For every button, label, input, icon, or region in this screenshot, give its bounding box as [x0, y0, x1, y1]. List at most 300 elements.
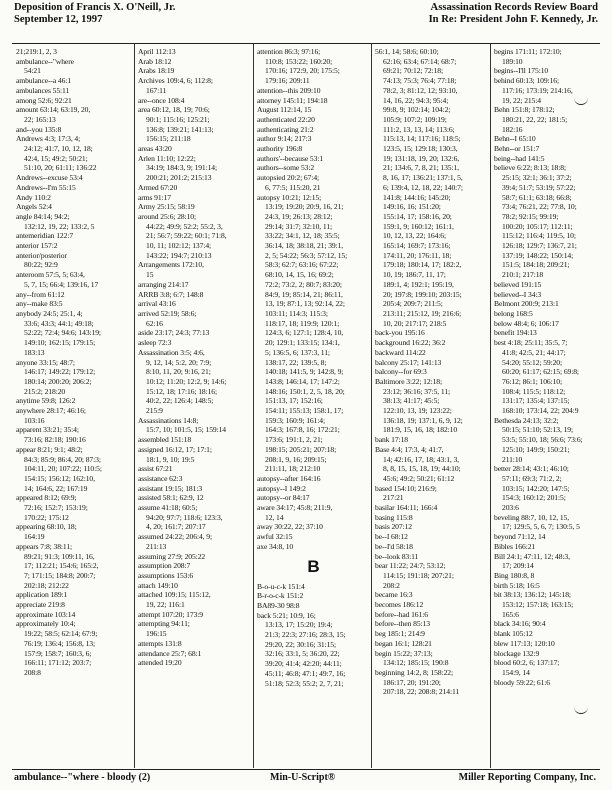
index-entry: be--I 68:12 [375, 532, 408, 542]
index-entry: assistance 62:3 [138, 473, 183, 483]
index-entry-continuation: 166:11; 171:12; 203:7; [24, 658, 92, 668]
index-entry-continuation: 164:19 [24, 532, 45, 542]
index-entry-continuation: 110:8; 153:22; 160:20; [265, 56, 333, 66]
index-entry: assembled 151:18 [138, 435, 192, 445]
index-entry: behind 60:13; 109:16; [494, 76, 559, 86]
index-entry: ambulance--a 46:1 [16, 76, 72, 86]
index-entry-continuation: 137:19; 148:22; 150:14; [502, 250, 574, 260]
index-entry: attempt 107:20; 173:9 [138, 609, 203, 619]
index-entry: author 9:14; 217:3 [257, 134, 312, 144]
index-entry-continuation: 13:19; 19:20; 20:9, 16, 21; [265, 202, 344, 212]
index-entry-continuation: 19, 22; 116:1 [146, 600, 185, 610]
index-entry: autopsy 10:21; 12:15; [257, 192, 322, 202]
index-entry: assuming 27:9; 205:22 [138, 551, 206, 561]
index-entry-continuation: 183:13 [24, 347, 45, 357]
index-entry-continuation: 2, 5; 54:22; 56:3; 57:12, 15; [265, 250, 348, 260]
index-entry-continuation: 208:8 [24, 668, 41, 677]
index-entry-continuation: 33:22; 34:1, 12, 18; 35:5; [265, 231, 340, 241]
index-entry-continuation: 159:1, 9; 160:12; 161:1, [383, 221, 454, 231]
index-entry-continuation: 45:6; 49:2; 50:21; 61:12 [383, 473, 455, 483]
index-entry-continuation: 114:15; 191:18; 207:21; [383, 570, 454, 580]
index-entry-continuation: 123:5, 15; 129:18; 130:3, [383, 144, 458, 154]
index-entry: basing 115:8 [375, 512, 413, 522]
index-entry-continuation: 136:18, 19; 137:1, 6, 9, 12; [383, 415, 463, 425]
index-entry: became 16:3 [375, 590, 413, 600]
index-entry-continuation: 18:1, 9, 10; 19:5 [146, 454, 195, 464]
index-entry: Base 4:4; 17:3, 4; 41:7, [375, 444, 444, 454]
index-entry-continuation: 103:15; 142:20; 147:5; [502, 483, 570, 493]
index-entry: Arab 18:12 [138, 56, 172, 66]
index-entry-continuation: 69:21; 70:12; 72:18; [383, 66, 444, 76]
index-entry: assistant 19:15; 181:3 [138, 483, 203, 493]
index-entry: Army 25:15; 58:19 [138, 202, 195, 212]
index-entry-continuation: 124:3, 6; 127:1; 128:4, 10, [265, 328, 344, 338]
index-column-5 [494, 47, 607, 767]
index-entry-continuation: 159:3; 160:9; 161:4; [265, 415, 326, 425]
column-divider [253, 44, 254, 768]
index-entry: 21;219:1, 2, 3 [16, 47, 57, 56]
index-entry-continuation: 8:10, 11, 20; 9:16, 21; [146, 367, 211, 377]
index-entry: balcony--for 69:3 [375, 367, 427, 377]
index-entry-continuation: 53:5; 55:10, 18; 56:6; 73:6; [502, 435, 583, 445]
index-entry: arrival 43:16 [138, 299, 176, 309]
index-entry-continuation: 74:13; 75:3; 76:4; 77:18; [383, 76, 457, 86]
index-entry: belong 168:5 [494, 308, 533, 318]
index-entry: anywhere 28:17; 46:16; [16, 406, 86, 416]
index-entry-continuation: 36:14, 18; 38:18, 21; 39:1, [265, 241, 344, 251]
index-entry-continuation: 5, 7, 15; 66:4; 139:16, 17 [24, 279, 99, 289]
index-entry: authors'--because 53:1 [257, 153, 324, 163]
index-entry: Behn--or 151:7 [494, 144, 540, 154]
index-entry-continuation: 115:12; 116:4; 119:5, 10; [502, 231, 576, 241]
index-entry-continuation: 78:2, 3; 81:12, 12; 93:10, [383, 85, 458, 95]
index-entry: anyone 33:15; 48:7; [16, 357, 75, 367]
index-entry-continuation: 51:10, 20; 61:11; 136:22 [24, 163, 97, 173]
index-entry-continuation: 12, 14 [265, 512, 284, 522]
footer-range: ambulance--"where - bloody (2) [14, 772, 151, 783]
index-entry-continuation: 10:12; 11:20; 12:2, 9; 14:6; [146, 376, 227, 386]
index-entry: Behn 151:8; 178:12; [494, 105, 555, 115]
index-entry-continuation: 15:7, 10; 101:5, 15; 159:14 [146, 425, 226, 435]
index-entry-continuation: 111:2, 13, 13, 14; 113:6; [383, 124, 455, 134]
index-entry-continuation: 14; 42:16, 17, 18; 43:1, 3, [383, 454, 459, 464]
index-entry: anybody 24:5; 25:1, 4; [16, 308, 83, 318]
index-entry-continuation: 198:15; 205:21; 207:18; [265, 444, 337, 454]
index-entry-continuation: 170:16; 172:9, 20; 175:5; [265, 66, 340, 76]
index-entry-continuation: 14; 164:6, 22; 167:19 [24, 483, 88, 493]
index-entry: beyond 71:12, 14 [494, 532, 546, 542]
footer-company: Miller Reporting Company, Inc. [458, 772, 596, 783]
index-entry-continuation: 57:11; 69:3; 71:2, 2; [502, 473, 562, 483]
index-entry-continuation: 170:22; 175:12 [24, 512, 69, 522]
index-entry: any--from 61:12 [16, 289, 65, 299]
index-entry-continuation: 215:9 [146, 406, 163, 416]
index-entry: anterior 157:2 [16, 241, 58, 251]
index-entry: Andrews 4:3; 17:3, 4; [16, 134, 81, 144]
index-entry-continuation: 6, 77:5; 115:20, 21 [265, 182, 321, 192]
index-entry: any--make 83:5 [16, 299, 63, 309]
index-entry-continuation: 39:4; 51:7; 53:19; 57:22; [502, 182, 576, 192]
index-entry: backward 114:22 [375, 347, 426, 357]
index-entry-continuation: 148:16; 150:1, 2, 5, 18, 20; [265, 386, 345, 396]
index-entry: birth 5:18; 16:5 [494, 580, 540, 590]
index-entry: arrived 52:19; 58:6; [138, 308, 197, 318]
index-entry: ambulances 55:11 [16, 85, 70, 95]
index-entry-continuation: 168:10; 173:14, 22; 204:9 [502, 406, 579, 416]
index-entry-continuation: 5; 136:5, 6; 137:3, 11; [265, 347, 330, 357]
column-divider [371, 44, 372, 768]
index-entry: basilar 164:11; 166:4 [375, 503, 438, 513]
index-entry: begin 15:22; 37:13; [375, 648, 433, 658]
index-entry: approximately 10:4; [16, 619, 76, 629]
index-entry-continuation: 50:15; 51:10; 52:13, 19; [502, 425, 574, 435]
index-entry-continuation: 94:20; 97:7; 118:6; 123:3, [146, 512, 223, 522]
index-entry: Andrews--I'm 55:15 [16, 182, 76, 192]
index-column-1 [16, 47, 129, 767]
index-entry-continuation: 154:11; 155:13; 158:1, 17; [265, 406, 344, 416]
index-entry: appear 8:21; 9:1; 48:2; [16, 444, 83, 454]
index-entry-continuation: 72:2; 73:2, 2; 80:7; 83:20; [265, 279, 342, 289]
index-entry: assumed 24:22; 206:4, 9; [138, 532, 212, 542]
index-entry: based 154:10; 216:9; [375, 483, 437, 493]
index-entry-continuation: 25:15; 32:1; 36:1; 37:2; [502, 173, 572, 183]
index-entry-continuation: 40:2, 22; 126:4; 148:5; [146, 396, 214, 406]
index-entry-continuation: 215:2; 218:20 [24, 386, 66, 396]
index-entry-continuation: 179:18; 180:14, 17; 182:2, [383, 260, 462, 270]
index-entry: assist 67:21 [138, 464, 173, 474]
index-entry-continuation: 154:15; 156:12; 162:10, [24, 473, 95, 483]
index-entry-continuation: 136:8; 139:21; 141:13; [146, 124, 214, 134]
index-entry: attention 86:3; 97:16; [257, 47, 321, 56]
index-entry-continuation: 203:6 [502, 503, 519, 513]
index-entry: back-you 195:16 [375, 328, 425, 338]
index-entry-continuation: 29:14; 31:7; 32:10, 11; [265, 221, 333, 231]
index-entry-continuation: 104:11, 20; 107:22; 110:5; [24, 464, 102, 474]
index-entry-continuation: 208:1, 9, 16; 209:15; [265, 454, 327, 464]
index-entry-continuation: 51:18; 52:3; 55:2; 2, 7, 21; [265, 678, 344, 688]
index-entry: aside 23:17; 24:3; 77:13 [138, 328, 210, 338]
index-entry-continuation: 52:22; 72:4; 94:6; 143:19; [24, 328, 101, 338]
index-entry: bear 11:22; 24:7; 53:12; [375, 561, 446, 571]
index-entry: basis 207:12 [375, 522, 412, 532]
index-entry-continuation: 20; 129:1; 133:15; 134:1, [265, 338, 340, 348]
index-entry: 56:1, 14; 58:6; 60:10; [375, 47, 439, 56]
index-entry-continuation: 211:10 [502, 454, 523, 464]
index-entry-continuation: 58:3; 62:7; 63:16; 67:22; [265, 260, 339, 270]
index-entry: attended 19:20 [138, 658, 182, 668]
index-entry: attached 109:15; 115:12, [138, 590, 211, 600]
bottom-rule [12, 769, 600, 770]
index-entry: apparent 33:21; 35:4; [16, 425, 79, 435]
index-entry: away 30:22, 22; 37:10 [257, 522, 323, 532]
index-entry: attention--this 209:10 [257, 85, 321, 95]
index-entry: autopsy--I 149:2 [257, 483, 306, 493]
index-entry: be--I'd 58:18 [375, 541, 413, 551]
index-entry-continuation: 9, 12, 14; 5:2, 20; 7:9; [146, 357, 212, 367]
index-entry: attach 149:10 [138, 580, 178, 590]
index-entry: best 4:18; 25:11; 35:5, 7; [494, 338, 568, 348]
index-entry-continuation: 68:10, 14, 15, 16; 69:2; [265, 270, 334, 280]
index-entry: begins 171:11; 172:10; [494, 47, 562, 56]
index-entry-continuation: 19; 131:18, 19, 20; 132:6, [383, 153, 460, 163]
index-entry-continuation: 72:16; 152:7; 153:19; [24, 503, 88, 513]
index-entry-continuation: 186:17, 20; 191:20; [383, 677, 441, 687]
index-entry-continuation: 140:18; 141:5, 9; 142:8, 9; [265, 367, 344, 377]
index-entry: blew 117:13; 120:10 [494, 638, 555, 648]
index-entry: Armed 67:20 [138, 182, 178, 192]
index-entry-continuation: 89:21; 91:3; 109:11, 16, [24, 551, 95, 561]
index-entry: background 16:22; 36:2 [375, 338, 446, 348]
board-name: Assassination Records Review Board [430, 2, 598, 13]
index-entry: authority 196:8 [257, 144, 303, 154]
index-entry-continuation: 146:17; 149:22; 179:12; [24, 367, 96, 377]
index-entry-continuation: 41:8; 42:5, 21; 44:17; [502, 347, 566, 357]
index-entry-continuation: 38:13; 41:17; 45:5; [383, 396, 440, 406]
index-entry: before--then 85:13 [375, 619, 430, 629]
index-entry-continuation: 189:1, 4; 192:1; 195:19, [383, 279, 454, 289]
footer-format: Min-U-Script® [270, 772, 336, 783]
index-entry: Arabs 18:19 [138, 66, 175, 76]
index-entry: blockage 132:9 [494, 648, 540, 658]
index-entry-continuation: 208:2 [383, 580, 400, 590]
index-entry: and--you 135:8 [16, 124, 62, 134]
index-entry-continuation: 200:21; 201:2; 215:13 [146, 173, 212, 183]
index-entry: approximate 103:14 [16, 609, 76, 619]
index-entry: beveling 88:7, 10, 12, 15, [494, 512, 570, 522]
index-entry-continuation: 151:13, 17; 152:16; [265, 396, 323, 406]
index-entry: bloody 59:22; 61:6 [494, 677, 550, 687]
index-entry-continuation: 189:10 [502, 56, 523, 66]
index-entry: authenticated 22:20 [257, 114, 315, 124]
index-entry: axe 34:8, 10 [257, 541, 294, 551]
index-entry: autopsy--or 84:17 [257, 493, 310, 503]
index-entry-continuation: 21; 134:6, 7, 8, 21; 135:1, [383, 163, 459, 173]
index-entry-continuation: 17; 129:5, 5, 6, 7; 130:5, 5 [502, 522, 580, 532]
index-entry-continuation: 13, 19; 87:1, 13; 92:14, 22; [265, 299, 345, 309]
index-entry: August 112:14, 15 [257, 105, 312, 115]
index-entry-continuation: 15:12, 18; 17:16; 18:16; [146, 386, 218, 396]
index-entry: assume 41:18; 60:5; [138, 503, 198, 513]
index-entry: benefit 194:13 [494, 328, 537, 338]
index-entry-continuation: 202:18; 212:22 [24, 580, 69, 590]
index-entry: anteroom 57:5, 5; 63:4, [16, 270, 85, 280]
index-entry-continuation: 22; 165:13 [24, 114, 56, 124]
index-entry-continuation: 211:13 [146, 541, 167, 551]
index-entry: assisted 58:1; 62:9, 12 [138, 493, 204, 503]
index-entry-continuation: 39:20; 41:4; 42:20; 44:11; [265, 659, 342, 669]
index-entry: area 60:12, 18, 19; 70:6; [138, 105, 210, 115]
index-entry-continuation: 217:21 [383, 493, 404, 503]
index-entry-continuation: 17; 209:14 [502, 561, 534, 571]
index-entry: BA89-30 98:8 [257, 600, 300, 610]
index-entry: blood 60:2, 6; 137:17; [494, 658, 560, 668]
index-entry-continuation: 21:3; 22:3; 27:16; 28:3, 15; [265, 630, 346, 640]
index-entry: Behn--I 65:10 [494, 134, 536, 144]
index-entry-continuation: 24:12; 41:7, 10, 12, 18; [24, 144, 93, 154]
index-entry-continuation: 143:8; 146:14, 17; 147:2; [265, 376, 340, 386]
index-entry: begins--I'll 175:10 [494, 66, 549, 76]
index-entry-continuation: 153:12; 157:18; 163:15; [502, 600, 574, 610]
index-entry: anytime 59:8; 126:2 [16, 396, 76, 406]
index-entry: around 25:6; 28:10; [138, 211, 197, 221]
index-entry-continuation: 19:22; 58:5; 62:14; 67:9; [24, 629, 98, 639]
index-entry-continuation: 10, 12, 13, 22; 164:6; [383, 231, 446, 241]
index-entry: anterior/posterior [16, 250, 67, 260]
index-entry-continuation: 156:15; 211:18 [146, 134, 191, 144]
index-entry-continuation: 154:3; 160:12; 201:5; [502, 493, 566, 503]
index-entry: Belmont 200:9; 213:1 [494, 299, 559, 309]
index-entry: blank 105:12 [494, 629, 533, 639]
index-entry-continuation: 115:13, 14; 117:16; 118:5; [383, 134, 461, 144]
index-entry-continuation: 174:11, 20; 176:11, 18; [383, 250, 452, 260]
index-entry: amount 63:14; 63:19, 20, [16, 105, 91, 115]
index-entry: Bill 24:1; 47:11, 12; 48:3, [494, 551, 570, 561]
index-entry-continuation: 62:16; 63:4; 67:14; 68:7; [383, 56, 457, 66]
index-entry-continuation: 78:2; 92:15; 99:19; [502, 211, 559, 221]
index-entry: beg 185:1; 214:9 [375, 629, 425, 639]
index-entry-continuation: 117:16; 173:19; 214:16, [502, 85, 573, 95]
index-entry-continuation: 20; 197:8; 199:10; 203:15; [383, 289, 462, 299]
index-column-2 [138, 47, 251, 767]
index-entry-continuation: 151:5; 184:18; 209:21; [502, 260, 570, 270]
index-entry-continuation: 131:17; 135:4; 137:15; [502, 396, 570, 406]
index-entry: arranging 214:17 [138, 279, 189, 289]
deposition-date: September 12, 1997 [14, 14, 103, 25]
index-entry: being--had 141:5 [494, 153, 545, 163]
index-entry-continuation: 207:18, 22; 208:8; 214:11 [383, 687, 460, 697]
index-entry: attendance 25:7; 68:1 [138, 648, 202, 658]
index-entry: Angels 52:4 [16, 202, 52, 212]
index-entry-continuation: 19, 22; 215:4 [502, 95, 541, 105]
index-entry-continuation: 165:14; 169:7; 173:16; [383, 241, 451, 251]
header-left [14, 2, 254, 26]
index-entry-continuation: 73:4; 76:21, 22; 77:8, 10; [502, 202, 577, 212]
index-entry: Assassination 3:5; 4:6, [138, 347, 205, 357]
index-entry-continuation: 154:9, 14 [502, 668, 530, 677]
index-entry-continuation: 44:22; 49:9; 52:2; 55:2, 3, [146, 221, 223, 231]
index-entry: Baltimore 3:22; 12:18; [375, 376, 442, 386]
index-entry: began 16:1; 128:21 [375, 638, 432, 648]
index-entry: autopsy--after 164:16 [257, 473, 321, 483]
index-entry: angle 84:14; 94:2; [16, 211, 70, 221]
index-entry: aware 34:17; 45:8; 211:9, [257, 503, 333, 513]
index-entry-continuation: 149:10; 162:15; 179:15; [24, 338, 96, 348]
index-entry-continuation: 108:4; 115:5; 118:12; [502, 386, 566, 396]
index-entry-continuation: 99:8, 9; 102:14; 104:2; [383, 105, 451, 115]
index-entry: back 5:21; 10:9, 16; [257, 610, 316, 620]
index-entry-continuation: 4, 20; 161:7; 207:17 [146, 522, 206, 532]
index-entry-continuation: 10, 11; 102:12; 137:4; [146, 241, 212, 251]
index-entry-continuation: 24:3, 19; 26:13; 28:12; [265, 211, 333, 221]
index-entry: are--once 108:4 [138, 95, 185, 105]
index-entry-continuation: 167:11 [146, 85, 167, 95]
index-entry-continuation: 76:12; 86:1; 106:10; [502, 376, 563, 386]
index-entry-continuation: 45:11; 46:8; 47:1; 49:7, 16; [265, 668, 346, 678]
index-entry-continuation: 6; 139:4, 12, 18, 22; 140:7; [383, 182, 463, 192]
index-entry-continuation: 155:14, 17; 158:16, 20; [383, 211, 452, 221]
index-entry-continuation: 62:16 [146, 318, 163, 328]
index-entry-continuation: 132:12, 19, 22; 133:2, 5 [24, 221, 95, 231]
index-entry: attempts 131:8 [138, 638, 182, 648]
index-entry: Andy 110:2 [16, 192, 51, 202]
index-entry-continuation: 134:12; 185:15; 190:8 [383, 658, 449, 668]
index-entry: authenticating 21:2 [257, 124, 314, 134]
index-entry-continuation: 196:15 [146, 629, 167, 639]
index-entry: bit 38:13; 136:12; 145:18; [494, 590, 571, 600]
index-entry-continuation: 164:3; 167:8, 16; 172:21; [265, 425, 340, 435]
index-entry-continuation: 118:17, 18; 119:9; 120:1; [265, 318, 340, 328]
index-entry-continuation: 179:16; 209:11 [265, 76, 310, 86]
index-entry: Assassinations 14:8; [138, 415, 199, 425]
index-entry-continuation: 84:9, 19; 85:14, 21; 86:11, [265, 289, 343, 299]
index-entry-continuation: 10, 19; 186:7, 11, 17; [383, 270, 446, 280]
case-name: In Re: President John F. Kennedy, Jr. [428, 14, 598, 25]
index-entry: balcony 25:17; 141:13 [375, 357, 442, 367]
index-entry-continuation: 14, 16, 22; 94:3; 95:4; [383, 95, 449, 105]
index-entry-continuation: 126:18; 129:7; 136:7, 21; [502, 241, 577, 251]
index-entry-continuation: 76:19; 136:4; 156:8, 13; [24, 638, 96, 648]
index-entry-continuation: 180:21, 22, 22; 181:5; [502, 114, 568, 124]
index-entry-continuation: 103:11; 114:3; 115:3; [265, 308, 328, 318]
index-entry: Archives 109:4, 6; 112:8; [138, 76, 213, 86]
index-entry-continuation: 34:19; 184:3, 9; 191:14; [146, 163, 218, 173]
index-entry-continuation: 21; 56:7; 59:22; 60:1; 71:8, [146, 231, 227, 241]
index-entry-continuation: 103:16 [24, 415, 45, 425]
index-entry-continuation: 173:6; 191:1, 2, 21; [265, 435, 323, 445]
index-entry: Bethesda 24:13; 32:2; [494, 415, 559, 425]
index-entry-continuation: 33:6; 43:3; 44:1; 49:18; [24, 318, 94, 328]
index-entry-continuation: 23:12; 36:16; 37:5, 11; [383, 386, 451, 396]
index-entry-continuation: 105:9; 107:2; 109:19; [383, 114, 447, 124]
top-rule [12, 43, 600, 44]
index-entry-continuation: 141:8; 144:16; 145:20; [383, 192, 451, 202]
column-divider [490, 44, 491, 768]
index-entry: better 28:14; 43:1; 46:10; [494, 464, 569, 474]
index-entry-continuation: 58:7; 61:1; 63:18; 66:8; [502, 192, 572, 202]
index-entry: assumption 208:7 [138, 561, 191, 571]
index-entry: ARRB 3:8; 6:7; 148:8 [138, 289, 204, 299]
index-entry: B-r-o-c-k 151:2 [257, 591, 304, 601]
index-entry: appearing 68:10, 18; [16, 522, 77, 532]
index-entry: ambulance--"where [16, 56, 74, 66]
section-letter: B [307, 556, 320, 576]
index-entry: attorney 145:11; 194:18 [257, 95, 328, 105]
index-entry-continuation: 211:11, 18; 212:10 [265, 464, 321, 474]
index-entry-continuation: 205:4; 209:7; 211:5; [383, 299, 443, 309]
index-column-4 [375, 47, 488, 767]
index-entry: becomes 186:12 [375, 600, 424, 610]
index-entry-continuation: 42:4, 15; 49:2; 50:21; [24, 153, 88, 163]
index-entry: believed 191:15 [494, 279, 542, 289]
deposition-title: Deposition of Francis X. O'Neill, Jr. [14, 2, 176, 13]
index-entry: among 52:6; 92:21 [16, 95, 72, 105]
index-entry-continuation: 13:13, 17; 15:20; 19:4; [265, 620, 333, 630]
column-divider [134, 44, 135, 768]
index-entry: be--look 83:11 [375, 551, 419, 561]
index-entry-continuation: 7; 171:15; 184:8; 200:7; [24, 570, 96, 580]
index-entry: appreciate 219:8 [16, 600, 65, 610]
index-entry-continuation: 138:17, 22; 139:5, 8; [265, 357, 327, 367]
index-entry: application 189:1 [16, 590, 68, 600]
index-entry-continuation: 90:1; 115:16; 125:21; [146, 114, 210, 124]
index-entry-continuation: 125:10; 149:9; 150:21; [502, 444, 570, 454]
index-entry: bank 17:18 [375, 435, 408, 445]
index-entry: Andrews--excuse 53:4 [16, 173, 83, 183]
index-entry: assigned 16:12, 17; 17:1; [138, 444, 212, 454]
index-entry: Bing 180:8, 8 [494, 570, 535, 580]
index-entry-continuation: 32:16; 33:1, 5; 36:20, 22; [265, 649, 340, 659]
index-entry: asleep 72:3 [138, 338, 172, 348]
